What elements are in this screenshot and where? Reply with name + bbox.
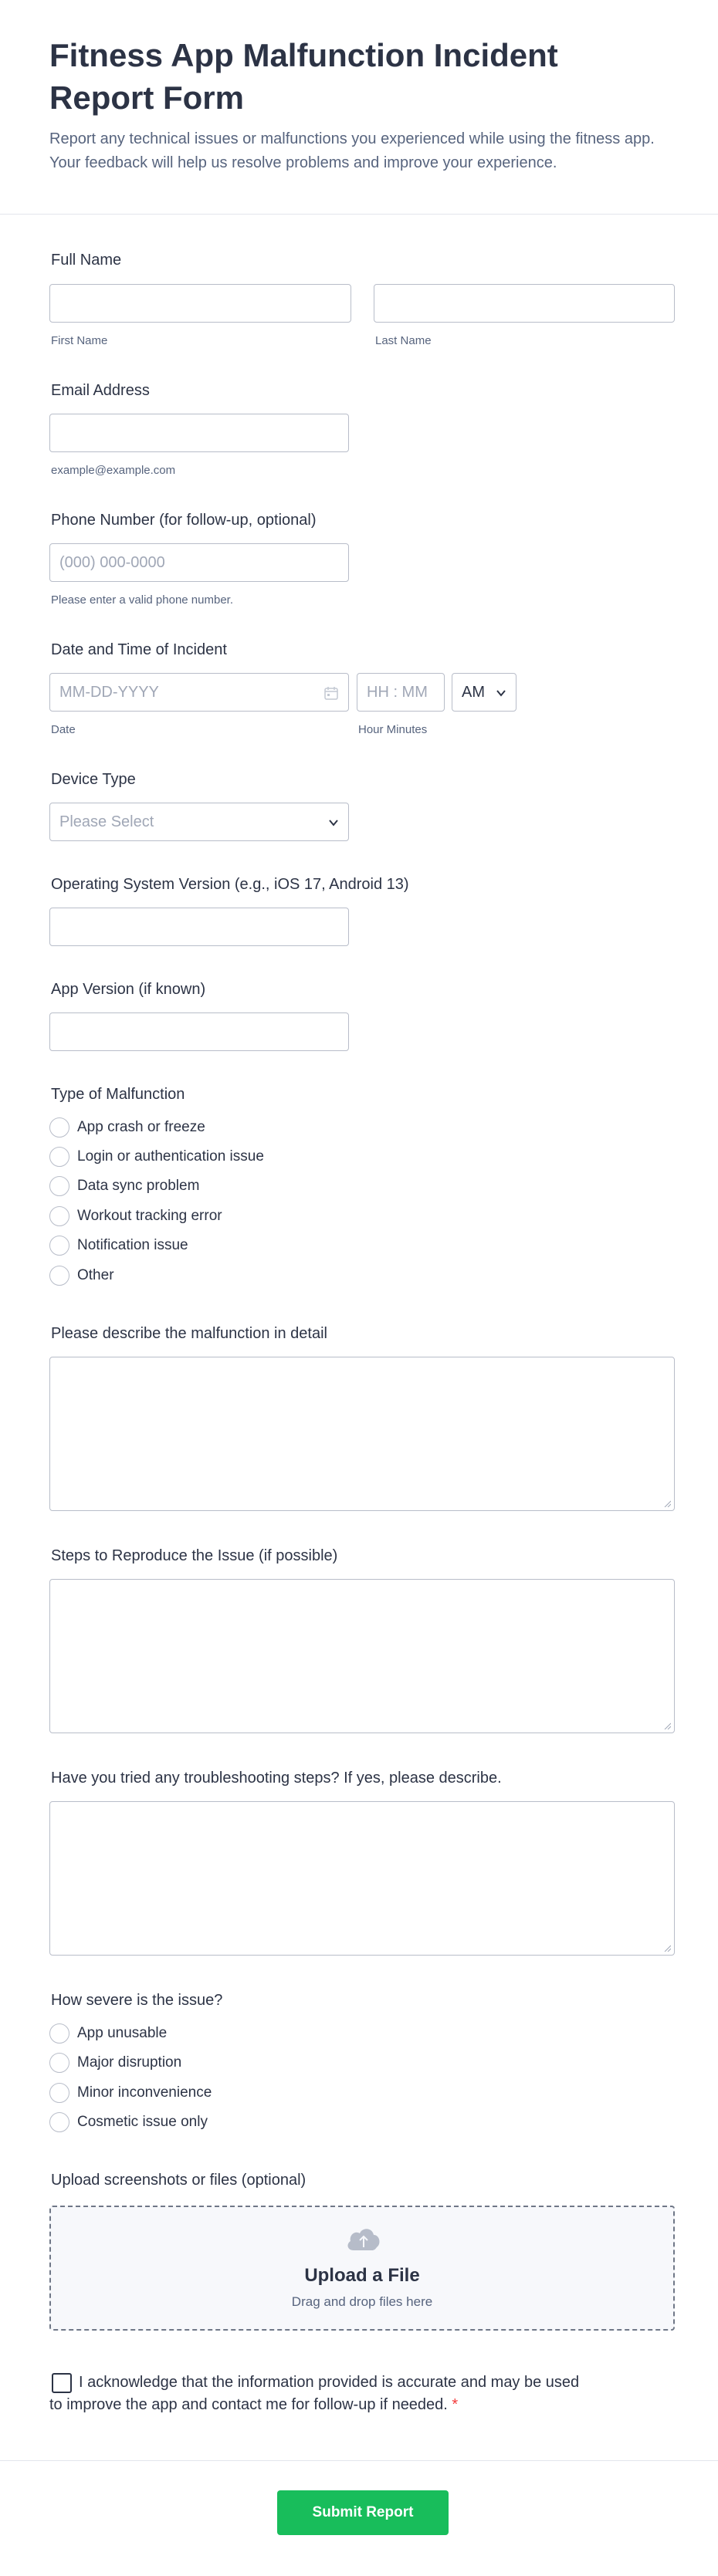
radio-label: Workout tracking error: [77, 1208, 222, 1224]
malfunction-option[interactable]: [49, 1146, 264, 1168]
first-name-input[interactable]: [49, 284, 351, 323]
malfunction-option[interactable]: [49, 1205, 222, 1227]
chevron-down-icon: [496, 688, 506, 698]
troubleshooting-textarea[interactable]: [49, 1801, 675, 1956]
required-mark: *: [452, 2396, 459, 2413]
email-input[interactable]: [49, 414, 349, 452]
radio-label: Other: [77, 1267, 114, 1283]
radio-label: App unusable: [77, 2025, 168, 2041]
malfunction-option[interactable]: [49, 1175, 199, 1197]
radio-label: Major disruption: [77, 2054, 182, 2071]
ampm-select[interactable]: [452, 673, 516, 712]
chevron-down-icon: [328, 817, 339, 828]
radio-label: Login or authentication issue: [77, 1148, 264, 1165]
acknowledge-label: [49, 2371, 590, 2416]
radio-button[interactable]: [49, 1206, 69, 1226]
time-placeholder: HH : MM: [367, 684, 428, 701]
submit-button[interactable]: Submit Report: [277, 2490, 449, 2535]
radio-button[interactable]: [49, 1266, 69, 1286]
time-input[interactable]: [357, 673, 445, 712]
resize-grip-icon[interactable]: [663, 1499, 671, 1507]
os-version-input[interactable]: [49, 908, 349, 946]
severity-option[interactable]: [49, 2023, 167, 2044]
description-label: Please describe the malfunction in detail: [51, 1325, 327, 1342]
radio-label: Data sync problem: [77, 1178, 200, 1194]
upload-title: Upload a File: [304, 2265, 420, 2286]
radio-button[interactable]: [49, 2023, 69, 2044]
severity-option[interactable]: [49, 2082, 212, 2104]
upload-subtitle: Drag and drop files here: [291, 2294, 433, 2309]
form-footer: [0, 2460, 718, 2576]
device-type-select[interactable]: [49, 803, 349, 841]
last-name-input[interactable]: [374, 284, 675, 323]
upload-label: Upload screenshots or files (optional): [51, 2172, 307, 2189]
severity-label: How severe is the issue?: [51, 1992, 223, 2009]
troubleshooting-label: Have you tried any troubleshooting steps? If yes, please describe.: [51, 1770, 502, 1787]
email-label: Email Address: [51, 382, 150, 399]
phone-input[interactable]: [49, 543, 349, 582]
phone-label: Phone Number (for follow-up, optional): [51, 512, 317, 529]
app-version-label: App Version (if known): [51, 981, 206, 998]
malfunction-option[interactable]: [49, 1117, 205, 1138]
calendar-icon[interactable]: [323, 685, 339, 701]
date-input[interactable]: [49, 673, 349, 712]
file-upload-dropzone[interactable]: [49, 2206, 675, 2331]
radio-button[interactable]: [49, 2053, 69, 2073]
malfunction-option[interactable]: [49, 1265, 114, 1286]
radio-button[interactable]: [49, 2083, 69, 2103]
resize-grip-icon[interactable]: [663, 1944, 671, 1952]
device-type-label: Device Type: [51, 771, 136, 788]
incident-datetime-label: Date and Time of Incident: [51, 641, 227, 658]
radio-button[interactable]: [49, 1236, 69, 1256]
app-version-input[interactable]: [49, 1012, 349, 1051]
radio-label: Notification issue: [77, 1237, 188, 1253]
first-name-sublabel: First Name: [51, 334, 108, 347]
radio-button[interactable]: [49, 1147, 69, 1167]
cloud-upload-icon: [344, 2224, 383, 2255]
full-name-label: Full Name: [51, 252, 122, 269]
last-name-sublabel: Last Name: [375, 334, 432, 347]
radio-button[interactable]: [49, 1176, 69, 1196]
malfunction-type-label: Type of Malfunction: [51, 1086, 185, 1103]
date-placeholder: MM-DD-YYYY: [59, 684, 159, 701]
acknowledge-text: I acknowledge that the information provided is accurate and may be used to improve the app and contact me for follow-up if needed.: [49, 2374, 580, 2413]
date-sublabel: Date: [51, 723, 76, 736]
phone-sublabel: Please enter a valid phone number.: [51, 593, 233, 607]
resize-grip-icon[interactable]: [663, 1722, 671, 1729]
severity-option[interactable]: [49, 2111, 208, 2133]
radio-button[interactable]: [49, 2112, 69, 2132]
radio-label: App crash or freeze: [77, 1119, 205, 1135]
email-sublabel: example@example.com: [51, 464, 176, 477]
malfunction-option[interactable]: [49, 1235, 188, 1256]
radio-label: Cosmetic issue only: [77, 2114, 208, 2130]
os-version-label: Operating System Version (e.g., iOS 17, Android 13): [51, 876, 409, 893]
form-title: Fitness App Malfunction Incident Report Form: [49, 37, 558, 116]
time-sublabel: Hour Minutes: [358, 723, 428, 736]
description-textarea[interactable]: [49, 1357, 675, 1511]
radio-button[interactable]: [49, 1117, 69, 1138]
form-header: [0, 0, 718, 215]
radio-label: Minor inconvenience: [77, 2084, 212, 2101]
steps-label: Steps to Reproduce the Issue (if possible): [51, 1547, 338, 1564]
steps-textarea[interactable]: [49, 1579, 675, 1733]
form-subtitle: Report any technical issues or malfunctions you experienced while using the fitness app. Your feedback will help us resolve problems and improve your experience.: [49, 130, 655, 171]
device-type-placeholder: Please Select: [59, 813, 154, 830]
ampm-value: AM: [462, 684, 485, 701]
severity-option[interactable]: [49, 2052, 181, 2074]
